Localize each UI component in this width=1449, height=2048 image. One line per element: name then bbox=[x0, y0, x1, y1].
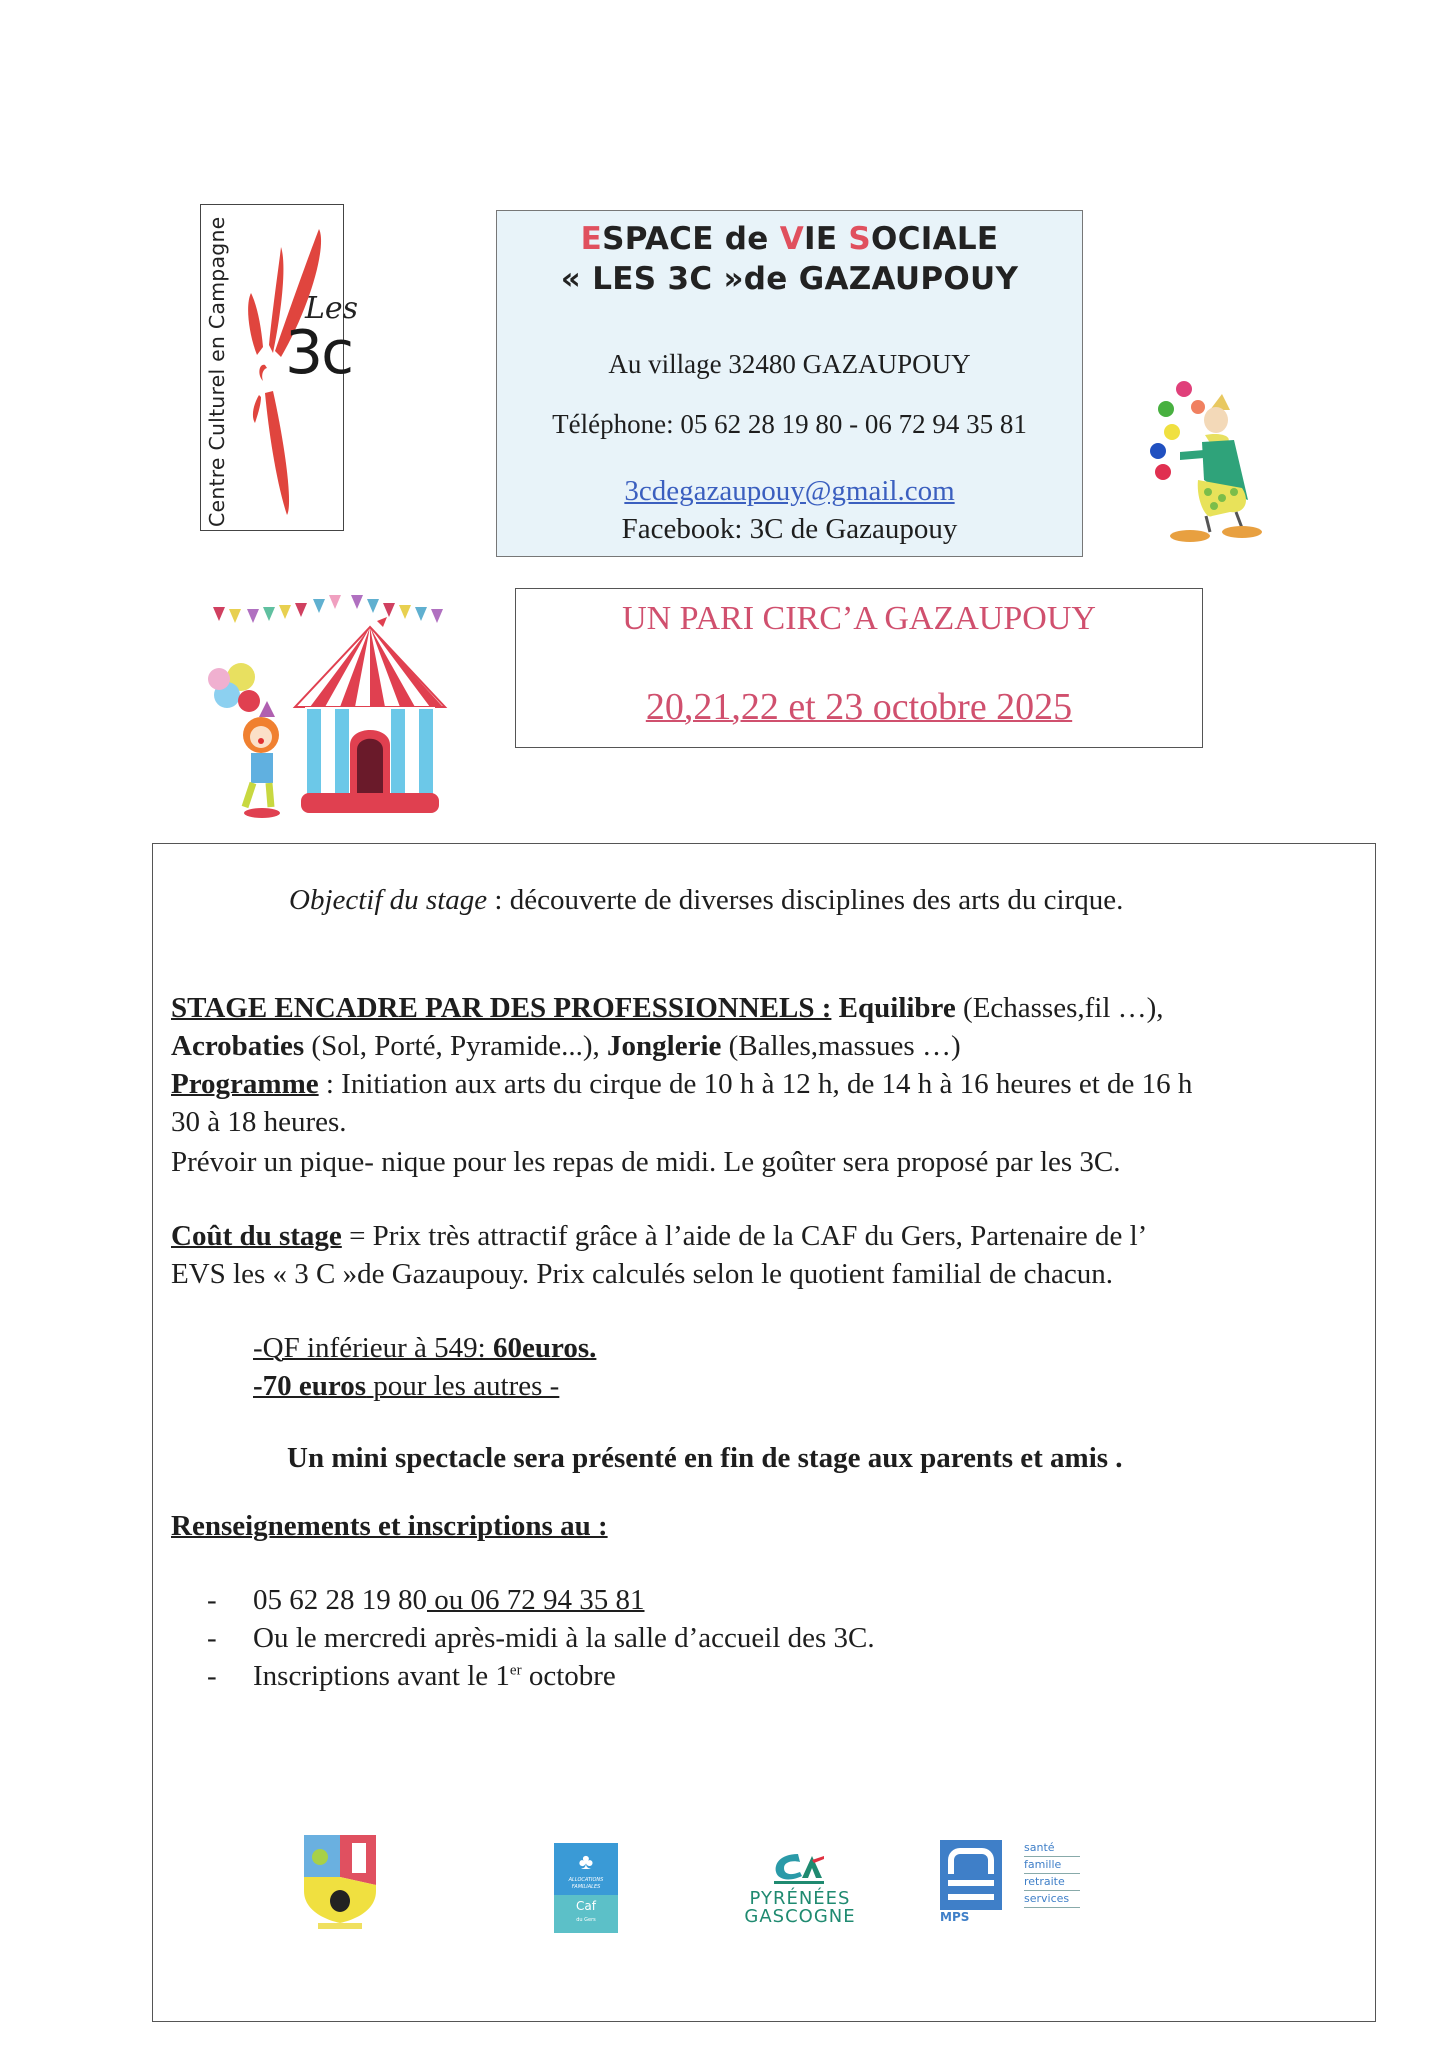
contact-card bbox=[496, 210, 1083, 557]
msa-symbol-icon bbox=[940, 1840, 1002, 1910]
cost-line bbox=[171, 1220, 1147, 1253]
gazaupouy-coat-of-arms-logo bbox=[300, 1833, 380, 1931]
price-qf-line bbox=[253, 1332, 596, 1365]
msa-word: famille bbox=[1024, 1857, 1080, 1874]
caf-sub: du Gers bbox=[576, 1917, 596, 1923]
bunting-icon bbox=[213, 595, 443, 623]
programme-text: : Initiation aux arts du cirque de 10 h à 12 h, de 14 h à 16 heures et de 16 h bbox=[318, 1068, 1193, 1100]
acrobaties-detail: (Sol, Porté, Pyramide...), bbox=[304, 1030, 608, 1062]
price-other-line bbox=[253, 1370, 559, 1403]
ca-line-2: GASCOGNE bbox=[744, 1906, 856, 1927]
circus-tent-illustration bbox=[205, 585, 455, 825]
logo-les-text: Les bbox=[305, 291, 359, 326]
title-part: IE bbox=[804, 221, 849, 257]
show-announcement: Un mini spectacle sera présenté en fin de stage aux parents et amis . bbox=[287, 1442, 1123, 1474]
info-heading-text: Renseignements et inscriptions au : bbox=[171, 1510, 608, 1542]
logo-3c-text: 3c bbox=[285, 318, 353, 388]
stage-heading: STAGE ENCADRE PAR DES PROFESSIONNELS : bbox=[171, 992, 832, 1024]
msa-word: retraite bbox=[1024, 1874, 1080, 1891]
caf-gers-logo bbox=[554, 1843, 618, 1933]
phone-2: ou 06 72 94 35 81 bbox=[427, 1584, 645, 1616]
caf-name: Caf bbox=[576, 1899, 596, 1913]
address: Au village 32480 GAZAUPOUY bbox=[608, 349, 971, 379]
les-3c-logo bbox=[200, 204, 359, 531]
acrobaties-label: Acrobaties bbox=[171, 1030, 305, 1062]
cost-line-2: EVS les « 3 C »de Gazaupouy. Prix calculés selon le quotient familial de chacun. bbox=[171, 1258, 1113, 1290]
title-part: OCIALE bbox=[871, 221, 999, 257]
equilibre-detail: (Echasses,fil …), bbox=[955, 992, 1164, 1024]
organization-title bbox=[497, 221, 1082, 257]
facebook: Facebook: 3C de Gazaupouy bbox=[621, 513, 958, 545]
title-letter-s: S bbox=[848, 221, 872, 257]
msa-sub: MPS bbox=[940, 1910, 970, 1924]
title-letter-v: V bbox=[779, 221, 804, 257]
event-name: UN PARI CIRC’A GAZAUPOUY bbox=[622, 600, 1096, 637]
bullet-dash: - bbox=[207, 1660, 217, 1692]
credit-agricole-logo bbox=[730, 1850, 870, 1930]
msa-word: santé bbox=[1024, 1840, 1080, 1857]
deadline-sup: er bbox=[509, 1662, 522, 1679]
picnic-line: Prévoir un pique- nique pour les repas de midi. Le goûter sera proposé par les 3C. bbox=[171, 1146, 1121, 1178]
logo-vertical-text: Centre Culturel en Campagne bbox=[205, 216, 229, 527]
ca-symbol-icon bbox=[772, 1850, 828, 1886]
deadline-pre: Inscriptions avant le 1 bbox=[253, 1660, 510, 1692]
programme-line bbox=[171, 1068, 1192, 1101]
title-letter-e: E bbox=[580, 221, 603, 257]
event-dates: 20,21,22 et 23 octobre 2025 bbox=[645, 686, 1073, 728]
phone-1: 05 62 28 19 80 bbox=[253, 1584, 427, 1616]
objective-label: Objectif du stage bbox=[289, 884, 488, 916]
juggling-clown-illustration bbox=[1150, 380, 1270, 550]
bullet-dash: - bbox=[207, 1622, 217, 1654]
organization-subtitle: « LES 3C »de GAZAUPOUY bbox=[560, 261, 1019, 297]
price-other-text: pour les autres - bbox=[366, 1370, 560, 1402]
price-qf-value: 60euros. bbox=[493, 1332, 597, 1364]
caf-line-2: FAMILIALES bbox=[571, 1884, 601, 1890]
caf-line-1: ALLOCATIONS bbox=[568, 1877, 604, 1883]
programme-label: Programme bbox=[171, 1068, 319, 1100]
jonglerie-detail: (Balles,massues …) bbox=[721, 1030, 961, 1062]
family-tree-icon: ♣ bbox=[578, 1849, 594, 1874]
price-other-value: -70 euros bbox=[253, 1370, 367, 1402]
cost-text: = Prix très attractif grâce à l’aide de la CAF du Gers, Partenaire de l’ bbox=[341, 1220, 1148, 1252]
objective-text: : découverte de diverses disciplines des arts du cirque. bbox=[487, 884, 1124, 916]
telephone: Téléphone: 05 62 28 19 80 - 06 72 94 35 81 bbox=[552, 409, 1027, 439]
email-link[interactable]: 3cdegazaupouy@gmail.com bbox=[624, 475, 955, 507]
cost-label: Coût du stage bbox=[171, 1220, 342, 1252]
disciplines-line bbox=[171, 1030, 961, 1063]
equilibre-label: Equilibre bbox=[838, 992, 956, 1024]
price-qf-text: -QF inférieur à 549: bbox=[253, 1332, 493, 1364]
stage-line bbox=[171, 992, 1164, 1025]
jonglerie-label: Jonglerie bbox=[607, 1030, 722, 1062]
deadline-post: octobre bbox=[521, 1660, 616, 1692]
bullet-deadline bbox=[253, 1660, 616, 1693]
ca-line-1: PYRÉNÉES bbox=[749, 1888, 851, 1909]
bullet-wednesday: Ou le mercredi après-midi à la salle d’accueil des 3C. bbox=[253, 1622, 875, 1654]
info-heading bbox=[171, 1510, 608, 1543]
bullet-phone bbox=[253, 1584, 645, 1617]
msa-logo bbox=[940, 1840, 1100, 1930]
objective-line bbox=[289, 884, 1123, 917]
title-part: SPACE de bbox=[602, 221, 780, 257]
msa-word: services bbox=[1024, 1891, 1080, 1908]
programme-line-2: 30 à 18 heures. bbox=[171, 1106, 347, 1138]
bullet-dash: - bbox=[207, 1584, 217, 1616]
event-title-box bbox=[515, 588, 1203, 748]
